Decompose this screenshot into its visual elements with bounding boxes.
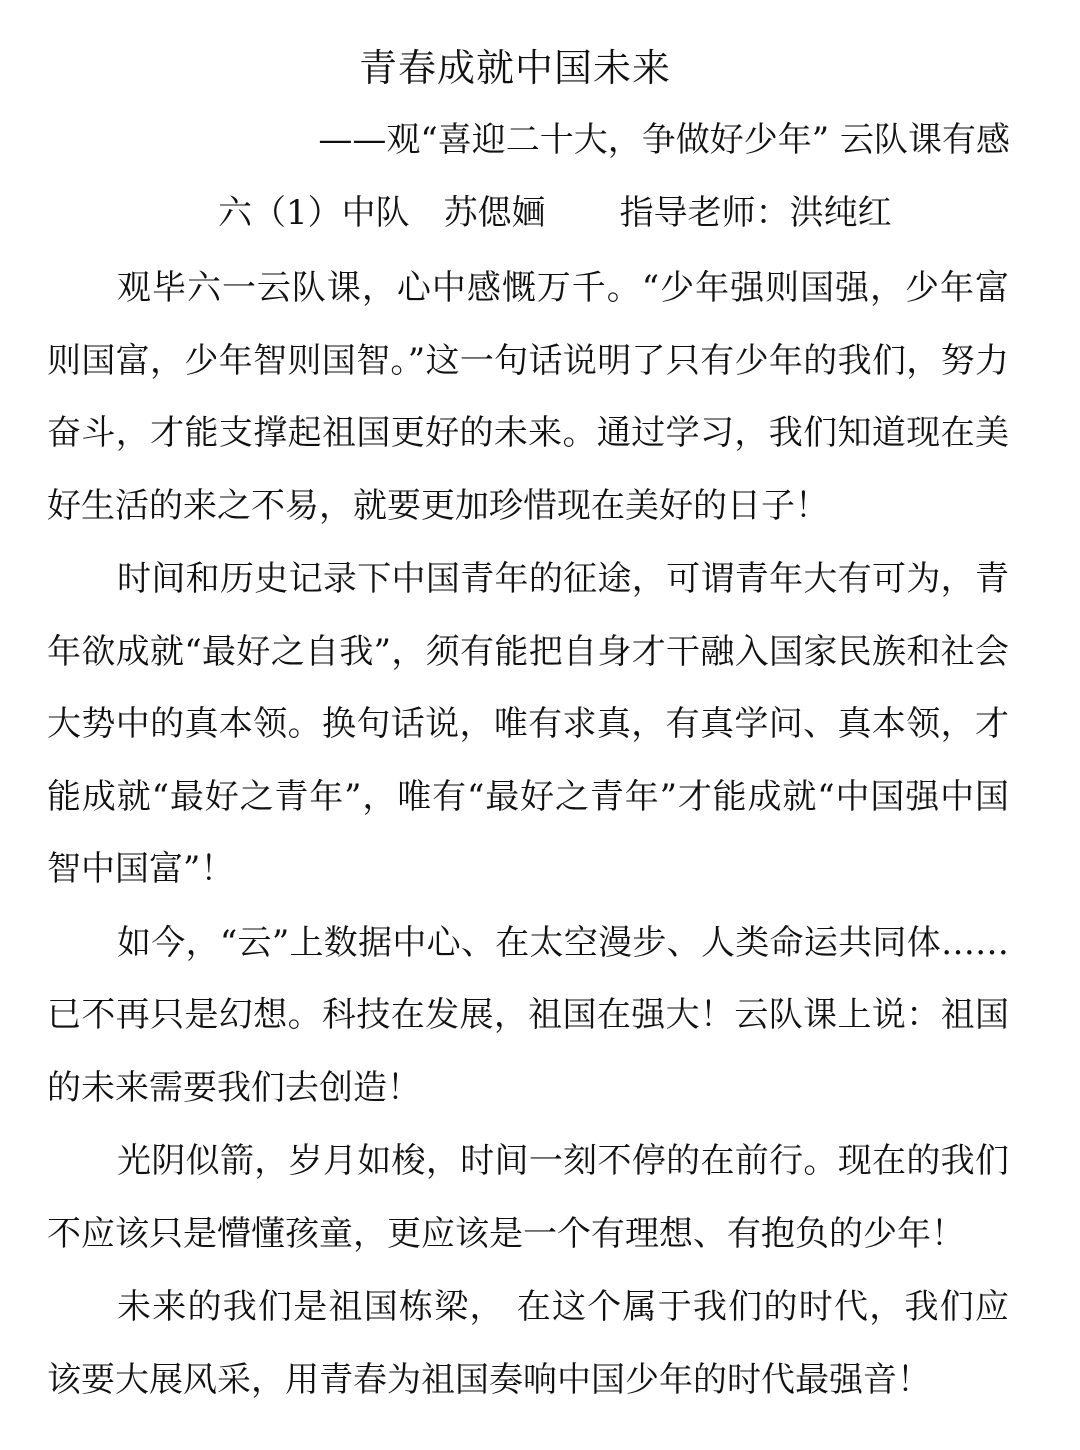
byline xyxy=(218,188,892,238)
paragraph: 光阴似箭，岁月如梭，时间一刻不停的在前行。现在的我们不应该只是懵懂孩童，更应该是一个有理想、有抱负的少年！ xyxy=(47,1141,1009,1254)
paragraph: 未来的我们是祖国栋梁， 在这个属于我们的时代，我们应该要大展风采，用青春为祖国奏响中国少年的时代最强音！ xyxy=(47,1287,1009,1400)
essay-title: 青春成就中国未来 xyxy=(358,46,671,90)
essay-subtitle: ——观“喜迎二十大，争做好少年” 云队课有感 xyxy=(318,120,1010,160)
byline-teacher: 指导老师：洪纯红 xyxy=(619,193,892,233)
paragraph: 观毕六一云队课，心中感慨万千。“少年强则国强，少年富则国富，少年智则国智。”这一句话说明了只有少年的我们，努力奋斗，才能支撑起祖国更好的未来。通过学习，我们知道现在美好生活的来之不易，就要更加珍惜现在美好的日子！ xyxy=(47,268,1009,526)
paragraph: 时间和历史记录下中国青年的征途，可谓青年大有可为，青年欲成就“最好之自我”，须有能把自身才干融入国家民族和社会大势中的真本领。换句话说，唯有求真，有真学问、真本领，才能成就“最好之青年”，唯有“最好之青年”才能成就“中国强中国智中国富”！ xyxy=(47,559,1009,889)
byline-class: 六（1）中队 xyxy=(218,193,410,233)
byline-author: 苏偲婳 xyxy=(443,193,546,233)
paragraph: 如今，“云”上数据中心、在太空漫步、人类命运共同体……已不再只是幻想。科技在发展，祖国在强大！云队课上说：祖国的未来需要我们去创造！ xyxy=(47,922,1009,1108)
essay-body xyxy=(47,252,1009,1417)
